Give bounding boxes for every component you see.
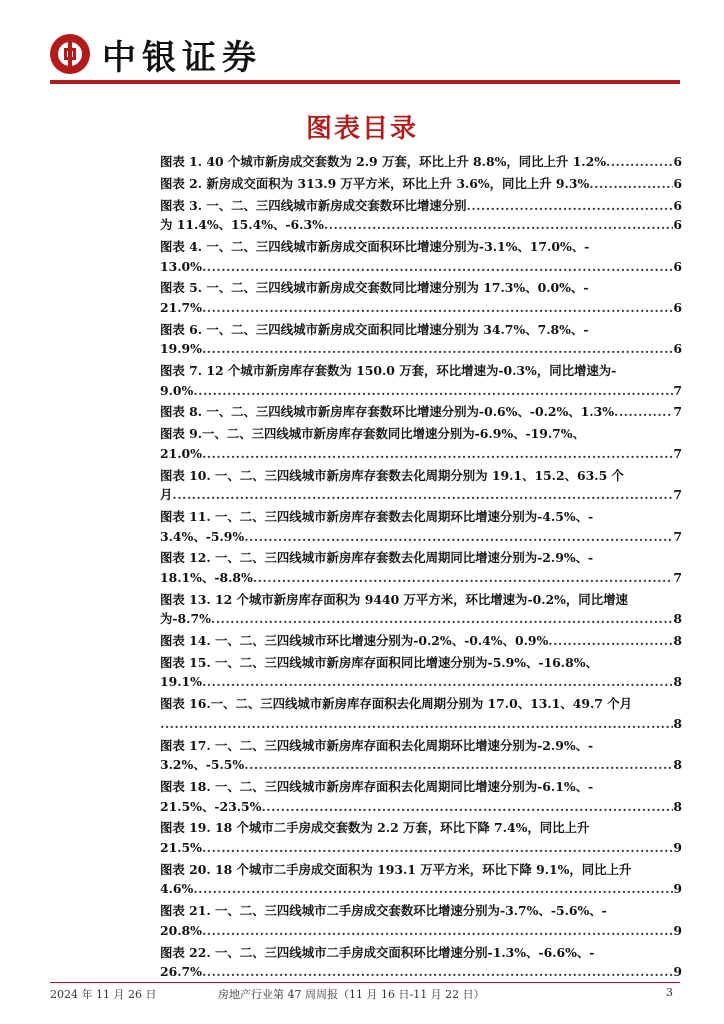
toc-entry-text: 图表 17. 一、二、三四线城市新房库存面积去化周期环比增速分别为-2.9%、- bbox=[160, 737, 594, 753]
toc-entry-text: 21.0% bbox=[160, 445, 202, 461]
toc-entry-text: 为 11.4%、15.4%、-6.3% bbox=[160, 217, 324, 233]
toc-entry-text: 图表 13. 12 个城市新房库存面积为 9440 万平方米，环比增速为-0.2%，同比增速 bbox=[160, 591, 628, 607]
toc-entry[interactable] bbox=[160, 507, 682, 548]
toc-entry-text: 13.0% bbox=[160, 258, 202, 274]
dot-leader bbox=[202, 298, 673, 318]
toc-entry[interactable] bbox=[160, 590, 682, 631]
toc-page-number: 6 bbox=[673, 175, 682, 191]
toc-entry[interactable] bbox=[160, 736, 682, 777]
toc-entry-text: 图表 3. 一、二、三四线城市新房成交套数环比增速分别 bbox=[160, 197, 467, 213]
dot-leader bbox=[193, 381, 673, 401]
footer-report-title: 房地产行业第 47 周周报（11 月 16 日-11 月 22 日） bbox=[218, 988, 485, 1001]
dot-leader bbox=[606, 152, 673, 172]
dot-leader bbox=[202, 921, 673, 941]
toc-entry[interactable] bbox=[160, 653, 682, 694]
toc-entry[interactable] bbox=[160, 466, 682, 507]
dot-leader bbox=[202, 962, 673, 982]
toc-page-number: 9 bbox=[673, 922, 682, 938]
toc-entry-text: 图表 1. 40 个城市新房成交套数为 2.9 万套，环比上升 8.8%，同比上升 1.2% bbox=[160, 154, 606, 169]
toc-entry[interactable] bbox=[160, 548, 682, 589]
dot-leader bbox=[244, 527, 673, 547]
toc-entry[interactable] bbox=[160, 818, 682, 859]
toc-entry-text: 图表 16.一、二、三四线城市新房库存面积去化周期分别为 17.0、13.1、49.7 个月 bbox=[160, 696, 632, 712]
footer-date: 2024 年 11 月 26 日 bbox=[50, 988, 157, 1001]
toc-page-number: 6 bbox=[673, 197, 682, 213]
toc-entry-text: 图表 4. 一、二、三四线城市新房成交面积环比增速分别为-3.1%、17.0%、- bbox=[160, 238, 590, 254]
footer-divider bbox=[50, 982, 680, 983]
toc-page-number: 8 bbox=[673, 757, 682, 773]
toc-entry-text: 3.2%、-5.5% bbox=[160, 757, 245, 773]
toc-entry[interactable] bbox=[160, 320, 682, 361]
toc-page-number: 7 bbox=[673, 445, 682, 461]
toc-page-number: 6 bbox=[673, 258, 682, 274]
toc-entry[interactable] bbox=[160, 237, 682, 278]
toc-entry-text: 为-8.7% bbox=[160, 611, 211, 627]
toc-page-number: 6 bbox=[673, 341, 682, 357]
toc-page-number: 8 bbox=[673, 611, 682, 627]
toc-page-number: 8 bbox=[673, 674, 682, 690]
toc-page-number: 6 bbox=[673, 154, 682, 169]
toc-page-number: 7 bbox=[673, 382, 682, 398]
toc-entry-text: 图表 2. 新房成交面积为 313.9 万平方米，环比上升 3.6%，同比上升 9.3% bbox=[160, 175, 590, 191]
toc-entry-text: 图表 18. 一、二、三四线城市新房库存面积去化周期同比增速分别为-6.1%、- bbox=[160, 779, 594, 794]
toc-entry[interactable] bbox=[160, 278, 682, 319]
dot-leader bbox=[253, 568, 674, 588]
toc-entry-text: 图表 8. 一、二、三四线城市新房库存套数环比增速分别为-0.6%、-0.2%、1.3% bbox=[160, 404, 614, 420]
toc-entry[interactable] bbox=[160, 943, 682, 984]
toc-entry-text: 图表 22. 一、二、三四线城市二手房成交面积环比增速分别-1.3%、-6.6%、- bbox=[160, 944, 595, 960]
toc-page-number: 9 bbox=[673, 881, 682, 897]
dot-leader bbox=[589, 174, 673, 194]
brand-name: 中银证券 bbox=[102, 37, 262, 78]
toc-entry-text: 图表 9.一、二、三四线城市新房库存套数同比增速分别为-6.9%、-19.7%、 bbox=[160, 426, 585, 442]
toc-page-number: 9 bbox=[673, 964, 682, 980]
toc-entry[interactable] bbox=[160, 424, 682, 465]
dot-leader bbox=[202, 257, 673, 277]
dot-leader bbox=[160, 714, 673, 734]
toc-entry-text: 图表 10. 一、二、三四线城市新房库存套数去化周期分别为 19.1、15.2、63.5 个 bbox=[160, 467, 624, 483]
toc-page-number: 7 bbox=[673, 404, 682, 420]
toc-page-number: 9 bbox=[673, 839, 682, 855]
dot-leader bbox=[467, 196, 674, 216]
toc-entry[interactable] bbox=[160, 694, 682, 735]
toc-entry-text: 4.6% bbox=[160, 881, 194, 897]
toc-entry-text: 19.9% bbox=[160, 341, 202, 357]
toc-entry[interactable] bbox=[160, 361, 682, 402]
toc-page-number: 7 bbox=[673, 569, 682, 585]
toc-title: 图表目录 bbox=[305, 114, 418, 144]
toc-entry-text: 图表 5. 一、二、三四线城市新房成交套数同比增速分别为 17.3%、0.0%、- bbox=[160, 280, 589, 296]
page-number: 3 bbox=[666, 986, 673, 999]
toc-entry[interactable] bbox=[160, 402, 682, 424]
header-divider bbox=[50, 80, 680, 84]
toc-entry[interactable] bbox=[160, 860, 682, 901]
toc-entry[interactable] bbox=[160, 174, 682, 196]
toc-entry-text: 图表 7. 12 个城市新房库存套数为 150.0 万套，环比增速为-0.3%，同比增速为- bbox=[160, 363, 617, 379]
dot-leader bbox=[324, 215, 674, 235]
dot-leader bbox=[202, 838, 673, 858]
toc-entry-text: 3.4%、-5.9% bbox=[160, 528, 245, 544]
toc-entry-text: 图表 20. 18 个城市二手房成交面积为 193.1 万平方米，环比下降 9.1%，同比上升 bbox=[160, 861, 632, 877]
dot-leader bbox=[202, 339, 673, 359]
toc-entry[interactable] bbox=[160, 901, 682, 942]
toc-entry-text: 图表 11. 一、二、三四线城市新房库存套数去化周期环比增速分别为-4.5%、- bbox=[160, 508, 594, 524]
toc-page-number: 8 bbox=[673, 715, 682, 731]
dot-leader bbox=[172, 485, 673, 505]
toc-entry[interactable] bbox=[160, 152, 682, 174]
dot-leader bbox=[211, 609, 674, 629]
dot-leader bbox=[548, 631, 673, 651]
toc-entry-text: 9.0% bbox=[160, 382, 194, 398]
toc-entry-text: 20.8% bbox=[160, 922, 202, 938]
page-header bbox=[50, 30, 262, 78]
toc-entry-text: 图表 6. 一、二、三四线城市新房成交面积同比增速分别为 34.7%、7.8%、- bbox=[160, 321, 589, 337]
toc-entry-text: 图表 19. 18 个城市二手房成交套数为 2.2 万套，环比下降 7.4%，同比上升 bbox=[160, 820, 590, 836]
dot-leader bbox=[202, 672, 673, 692]
toc-entry-text: 图表 15. 一、二、三四线城市新房库存面积同比增速分别为-5.9%、-16.8%、 bbox=[160, 654, 598, 670]
toc-entry-text: 21.5% bbox=[160, 839, 202, 855]
toc-entry-text: 21.5%、-23.5% bbox=[160, 798, 262, 814]
toc-entry-text: 21.7% bbox=[160, 299, 202, 315]
toc-page-number: 6 bbox=[673, 299, 682, 315]
toc-entry-text: 图表 14. 一、二、三四线城市环比增速分别为-0.2%、-0.4%、0.9% bbox=[160, 633, 549, 649]
dot-leader bbox=[614, 402, 673, 422]
toc-entry[interactable] bbox=[160, 777, 682, 818]
dot-leader bbox=[244, 755, 673, 775]
table-of-figures bbox=[160, 152, 682, 984]
toc-entry-text: 26.7% bbox=[160, 964, 202, 980]
toc-entry-text: 图表 12. 一、二、三四线城市新房库存套数去化周期同比增速分别为-2.9%、- bbox=[160, 550, 594, 566]
toc-page-number: 6 bbox=[673, 217, 682, 233]
toc-entry-text: 月 bbox=[160, 487, 173, 503]
dot-leader bbox=[261, 797, 673, 817]
toc-page-number: 8 bbox=[673, 798, 682, 814]
toc-entry[interactable] bbox=[160, 196, 682, 237]
dot-leader bbox=[193, 879, 673, 899]
toc-entry-text: 18.1%、-8.8% bbox=[160, 569, 253, 585]
toc-page-number: 7 bbox=[673, 487, 682, 503]
boc-logo-icon bbox=[50, 34, 90, 74]
toc-entry[interactable] bbox=[160, 631, 682, 653]
toc-page-number: 8 bbox=[673, 633, 682, 649]
dot-leader bbox=[202, 444, 673, 464]
toc-entry-text: 图表 21. 一、二、三四线城市二手房成交套数环比增速分别为-3.7%、-5.6%、- bbox=[160, 903, 607, 919]
toc-entry-text: 19.1% bbox=[160, 674, 202, 690]
toc-page-number: 7 bbox=[673, 528, 682, 544]
